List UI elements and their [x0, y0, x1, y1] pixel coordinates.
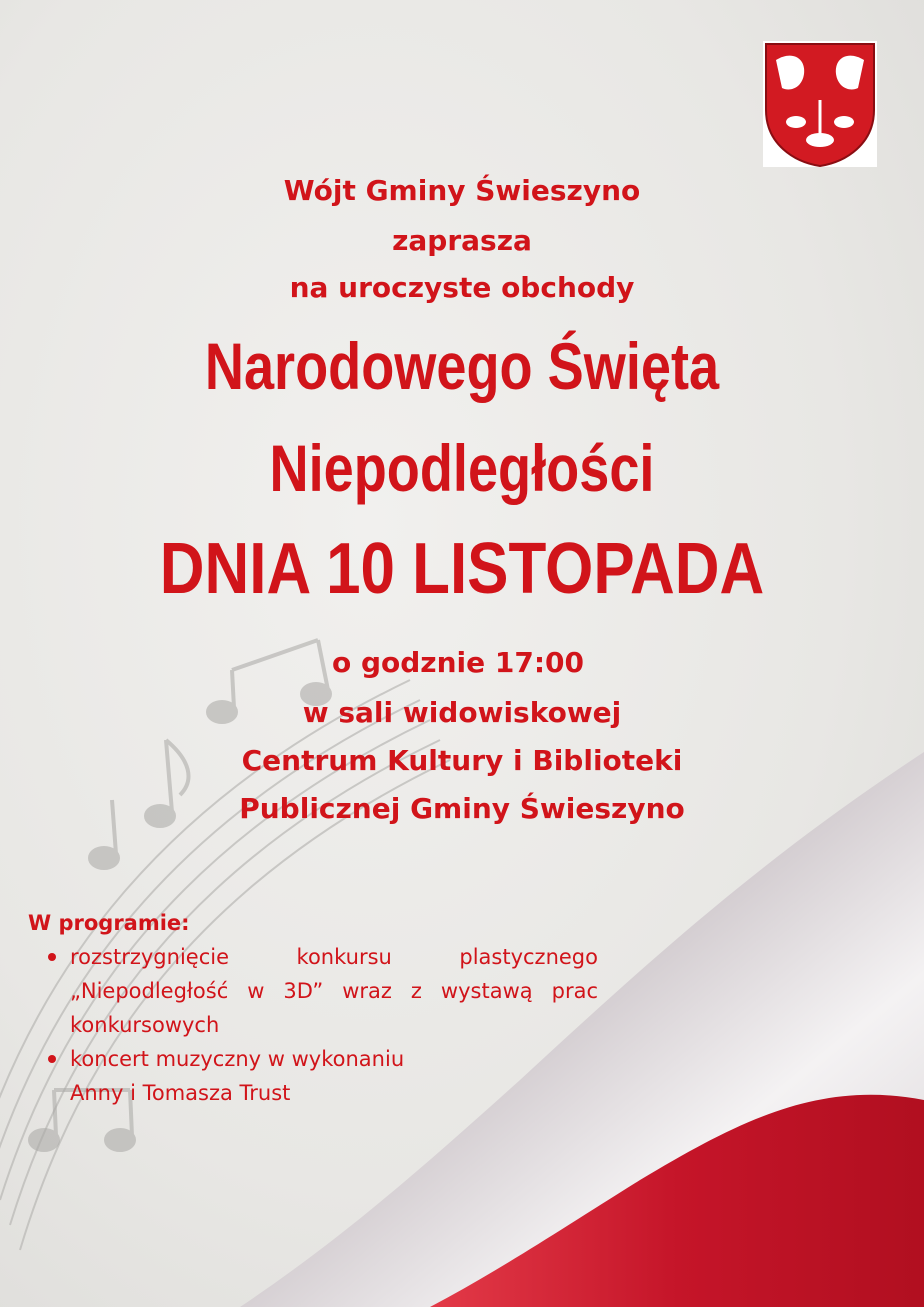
program-item-contest [70, 940, 598, 1042]
event-place-3: Publicznej Gminy Świeszyno [239, 792, 685, 825]
program-heading: W programie: [28, 911, 190, 935]
title-line-1: Narodowego Święta [204, 329, 720, 403]
program-item-2-line-2: Anny i Tomasza Trust [70, 1081, 291, 1105]
coat-of-arms-icon [762, 40, 878, 168]
program-section [28, 906, 598, 1110]
program-item-concert [70, 1042, 598, 1110]
event-place-1: w sali widowiskowej [302, 696, 622, 729]
event-time [0, 638, 924, 688]
event-time-text: o godznie 17:00 [332, 646, 584, 679]
program-list [28, 940, 598, 1110]
program-item-2-line-1: koncert muzyczny w wykonaniu [70, 1047, 405, 1071]
program-item-1-line-2: „Niepodległość w 3D” wraz z wystawą prac [70, 979, 598, 1003]
title-date: DNIA 10 LISTOPADA [159, 529, 765, 609]
title-line-2: Niepodległości [269, 431, 655, 505]
event-place-2: Centrum Kultury i Biblioteki [241, 744, 683, 777]
header-line-3: na uroczyste obchody [289, 271, 635, 304]
header-line-2: zaprasza [392, 224, 532, 257]
header-line-1: Wójt Gminy Świeszyno [283, 174, 641, 207]
program-item-1-line-1: rozstrzygnięcie konkursu plastycznego [70, 945, 598, 969]
program-item-1-line-3: konkursowych [70, 1013, 220, 1037]
